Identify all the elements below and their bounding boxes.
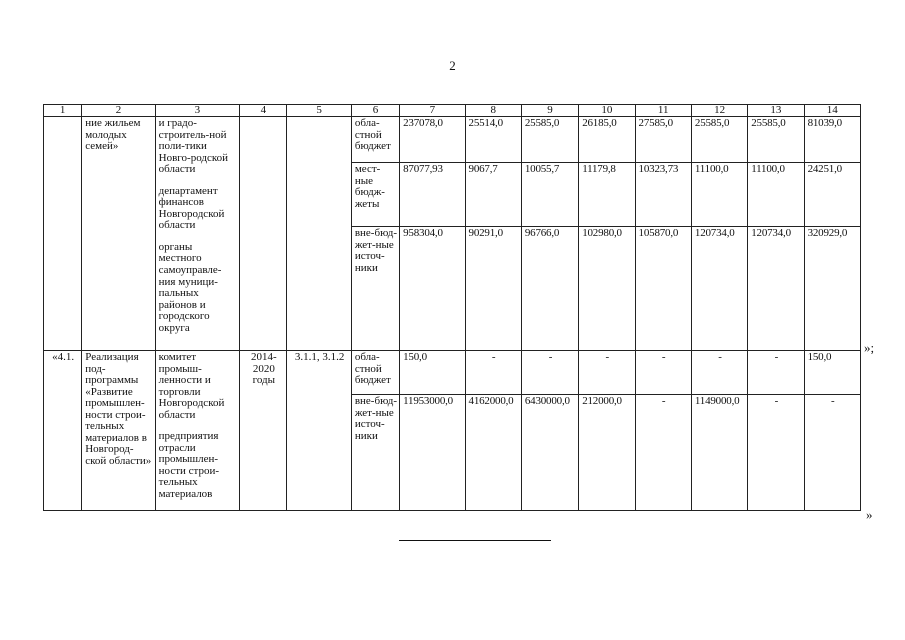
value-cell: 27585,0 <box>635 117 691 163</box>
value-cell: 24251,0 <box>804 163 860 227</box>
value-cell: 105870,0 <box>635 227 691 351</box>
header-cell: 13 <box>748 105 804 117</box>
table-cell <box>44 117 82 351</box>
header-cell: 2 <box>82 105 155 117</box>
value-cell: 90291,0 <box>465 227 521 351</box>
value-cell: 11100,0 <box>691 163 747 227</box>
measure-name-cell: ние жильем молодых семей» <box>82 117 155 351</box>
value-cell: 25585,0 <box>691 117 747 163</box>
value-cell: 9067,7 <box>465 163 521 227</box>
value-cell: - <box>579 351 635 395</box>
value-cell: 958304,0 <box>400 227 465 351</box>
value-cell: 1149000,0 <box>691 395 747 511</box>
value-cell: 25514,0 <box>465 117 521 163</box>
value-cell: - <box>748 351 804 395</box>
value-cell: 4162000,0 <box>465 395 521 511</box>
period-cell: 2014-2020 годы <box>240 351 287 511</box>
program-table <box>43 104 861 511</box>
value-cell: 10323,73 <box>635 163 691 227</box>
header-cell: 4 <box>240 105 287 117</box>
value-cell: 11953000,0 <box>400 395 465 511</box>
page-number: 2 <box>449 58 456 73</box>
value-cell: 102980,0 <box>579 227 635 351</box>
funding-source-cell: обла-стной бюджет <box>351 117 399 163</box>
value-cell: 320929,0 <box>804 227 860 351</box>
table-cell <box>287 117 351 351</box>
table-row <box>44 117 861 163</box>
value-cell: 96766,0 <box>521 227 578 351</box>
executor-text: органы местного самоуправле-ния муници-пальных районов и городского округа <box>158 240 222 334</box>
value-cell: - <box>521 351 578 395</box>
value-cell: - <box>635 395 691 511</box>
header-cell: 9 <box>521 105 578 117</box>
value-cell: 10055,7 <box>521 163 578 227</box>
funding-source-cell: вне-бюд-жет-ные источ-ники <box>351 227 399 351</box>
header-cell: 10 <box>579 105 635 117</box>
value-cell: - <box>748 395 804 511</box>
executor-text: комитет промыш-ленности и торговли Новгородской области <box>158 351 225 421</box>
header-cell: 8 <box>465 105 521 117</box>
funding-source-cell: вне-бюд-жет-ные источ-ники <box>351 395 399 511</box>
header-cell: 1 <box>44 105 82 117</box>
value-cell: 11100,0 <box>748 163 804 227</box>
value-cell: 81039,0 <box>804 117 860 163</box>
value-cell: 87077,93 <box>400 163 465 227</box>
executor-cell <box>155 117 240 351</box>
header-cell: 6 <box>351 105 399 117</box>
closing-quote: » <box>866 507 873 522</box>
value-cell: - <box>465 351 521 395</box>
value-cell: 150,0 <box>804 351 860 395</box>
table-cell <box>240 117 287 351</box>
item-number-cell: «4.1. <box>44 351 82 511</box>
executor-cell <box>155 351 240 511</box>
value-cell: - <box>635 351 691 395</box>
value-cell: 120734,0 <box>748 227 804 351</box>
header-cell: 14 <box>804 105 860 117</box>
executor-text: предприятия отрасли промышлен-ности строи-тельных материалов <box>158 430 220 501</box>
value-cell: 237078,0 <box>400 117 465 163</box>
value-cell: 6430000,0 <box>521 395 578 511</box>
footer-divider <box>399 540 551 541</box>
executor-text: департамент финансов Новгородской области <box>158 184 225 232</box>
header-cell: 5 <box>287 105 351 117</box>
header-cell: 7 <box>400 105 465 117</box>
table-row <box>44 351 861 395</box>
header-cell: 11 <box>635 105 691 117</box>
closing-quote-semicolon: »; <box>864 340 875 355</box>
value-cell: 150,0 <box>400 351 465 395</box>
value-cell: 212000,0 <box>579 395 635 511</box>
header-cell: 12 <box>691 105 747 117</box>
funding-source-cell: мест-ные бюдж-жеты <box>351 163 399 227</box>
measure-name-cell: Реализация под-программы «Развитие промышлен-ности строи-тельных материалов в Новгород-ской области» <box>82 351 155 511</box>
target-indicator-cell: 3.1.1, 3.1.2 <box>287 351 351 511</box>
funding-source-cell: обла-стной бюджет <box>351 351 399 395</box>
value-cell: 120734,0 <box>691 227 747 351</box>
value-cell: - <box>804 395 860 511</box>
executor-text: и градо-строитель-ной поли-тики Новго-родской области <box>158 117 229 176</box>
value-cell: 25585,0 <box>748 117 804 163</box>
value-cell: 26185,0 <box>579 117 635 163</box>
value-cell: 25585,0 <box>521 117 578 163</box>
header-row <box>44 105 861 117</box>
value-cell: 11179,8 <box>579 163 635 227</box>
header-cell: 3 <box>155 105 240 117</box>
value-cell: - <box>691 351 747 395</box>
